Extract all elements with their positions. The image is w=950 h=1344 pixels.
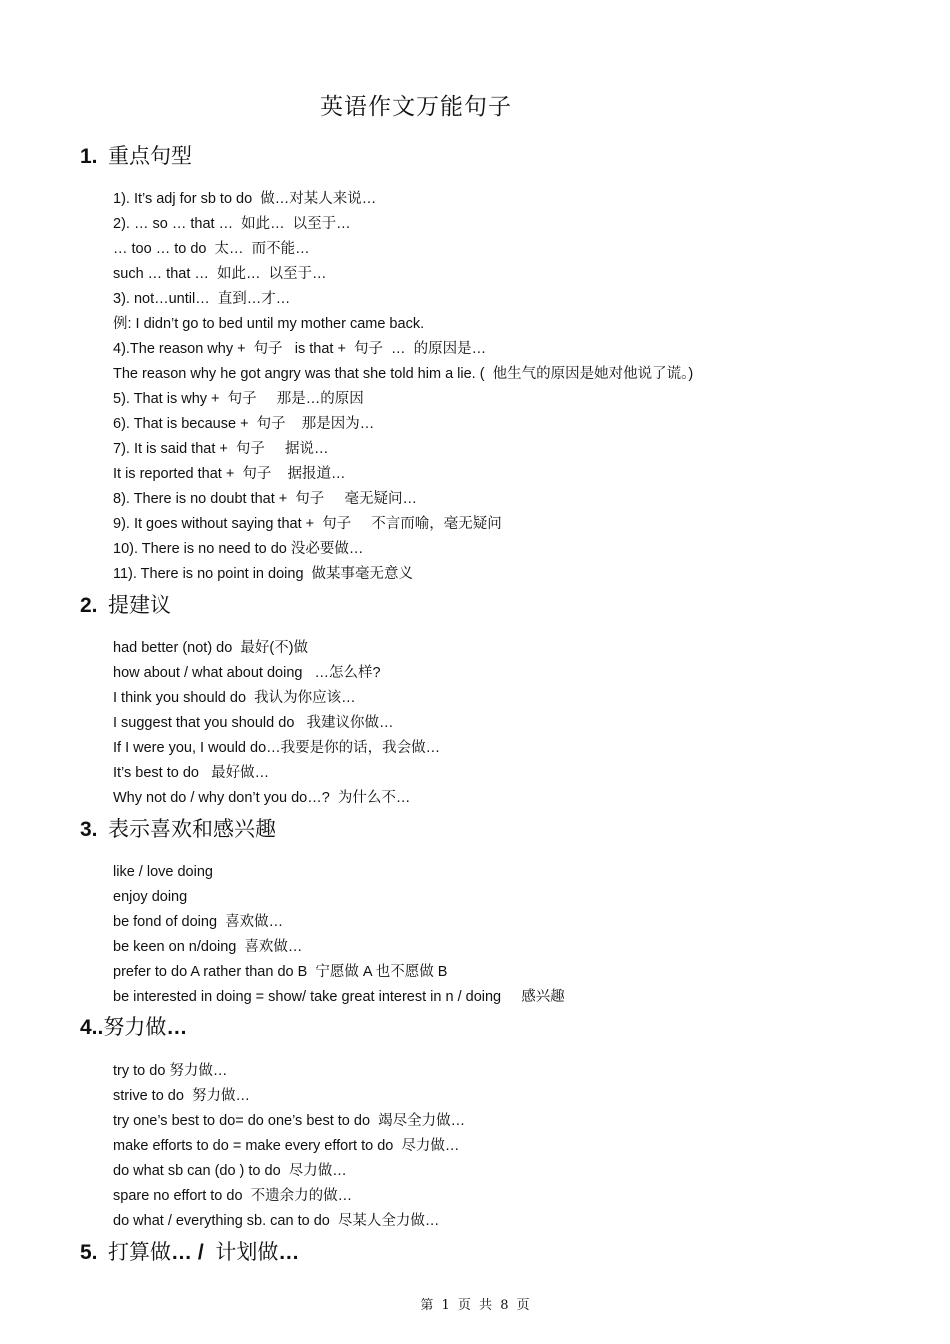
section-title-prefix: . [97,1016,104,1039]
list-item: do what sb can (do ) to do 尽力做… [113,1163,347,1179]
list-item: 10). There is no need to do 没必要做… [113,541,364,557]
list-item: 4).The reason why + 句子 is that + 句子 … 的原因是… [113,341,487,357]
list-item: do what / everything sb. can to do 尽某人全力做… [113,1213,440,1229]
section-number: 2. [80,594,98,617]
list-item: Why not do / why don’t you do…? 为什么不… [113,790,411,806]
list-item: how about / what about doing …怎么样? [113,665,381,681]
section-title-suffix: … / [171,1241,216,1264]
list-item: If I were you, I would do…我要是你的话，我会做… [113,740,441,756]
list-item: had better (not) do 最好(不)做 [113,640,309,656]
list-item: try one’s best to do= do one’s best to do 竭尽全力做… [113,1113,466,1129]
section-number: 3. [80,818,98,841]
section-3-heading [80,814,276,845]
section-title: 努力做 [103,1015,167,1039]
list-item: spare no effort to do 不遗余力的做… [113,1188,353,1204]
list-item: be interested in doing = show/ take great interest in n / doing 感兴趣 [113,989,565,1005]
section-number: 1. [80,145,98,168]
list-item: be fond of doing 喜欢做… [113,914,284,930]
list-item: strive to do 努力做… [113,1088,250,1104]
list-item: 1). It’s adj for sb to do 做…对某人来说… [113,191,377,207]
list-item: enjoy doing [113,889,188,905]
list-item: The reason why he got angry was that she told him a lie. ( 他生气的原因是她对他说了谎。) [113,366,694,382]
page-footer: 第 1 页 共 8 页 [420,1298,530,1313]
section-4-heading [80,1012,187,1043]
section-title-suffix: … [166,1016,188,1039]
list-item: It is reported that + 句子 据报道… [113,466,346,482]
list-item: 5). That is why + 句子 那是…的原因 [113,391,364,407]
section-title: 打算做 [108,1240,171,1264]
list-item: such … that … 如此… 以至于… [113,266,327,282]
list-item: 6). That is because + 句子 那是因为… [113,416,375,432]
list-item: I suggest that you should do 我建议你做… [113,715,394,731]
section-number: 5. [80,1241,98,1264]
list-item: I think you should do 我认为你应该… [113,690,356,706]
list-item: It’s best to do 最好做… [113,765,270,781]
section-title-2: 计划做 [215,1240,279,1264]
section-2-heading [80,590,171,621]
page-title: 英语作文万能句子 [320,94,512,120]
list-item: be keen on n/doing 喜欢做… [113,939,303,955]
section-title-2-suffix: … [278,1241,300,1264]
section-5-heading [80,1237,299,1268]
list-item: 3). not…until… 直到…才… [113,291,291,307]
list-item: make efforts to do = make every effort to do 尽力做… [113,1138,460,1154]
list-item: try to do 努力做… [113,1063,228,1079]
list-item: 9). It goes without saying that + 句子 不言而喻，毫无疑问 [113,516,502,532]
list-item: 例: I didn’t go to bed until my mother came back. [113,316,425,332]
list-item: prefer to do A rather than do B 宁愿做 A 也不愿做 B [113,964,448,980]
section-1-heading [80,141,192,172]
section-number: 4. [80,1016,98,1039]
list-item: 11). There is no point in doing 做某事毫无意义 [113,566,414,582]
list-item: 2). … so … that … 如此… 以至于… [113,216,351,232]
list-item: … too … to do 太… 而不能… [113,241,310,257]
list-item: 7). It is said that + 句子 据说… [113,441,329,457]
section-title: 表示喜欢和感兴趣 [108,817,276,841]
list-item: 8). There is no doubt that + 句子 毫无疑问… [113,491,417,507]
section-title: 重点句型 [108,144,192,168]
section-title: 提建议 [108,593,171,617]
list-item: like / love doing [113,864,213,880]
